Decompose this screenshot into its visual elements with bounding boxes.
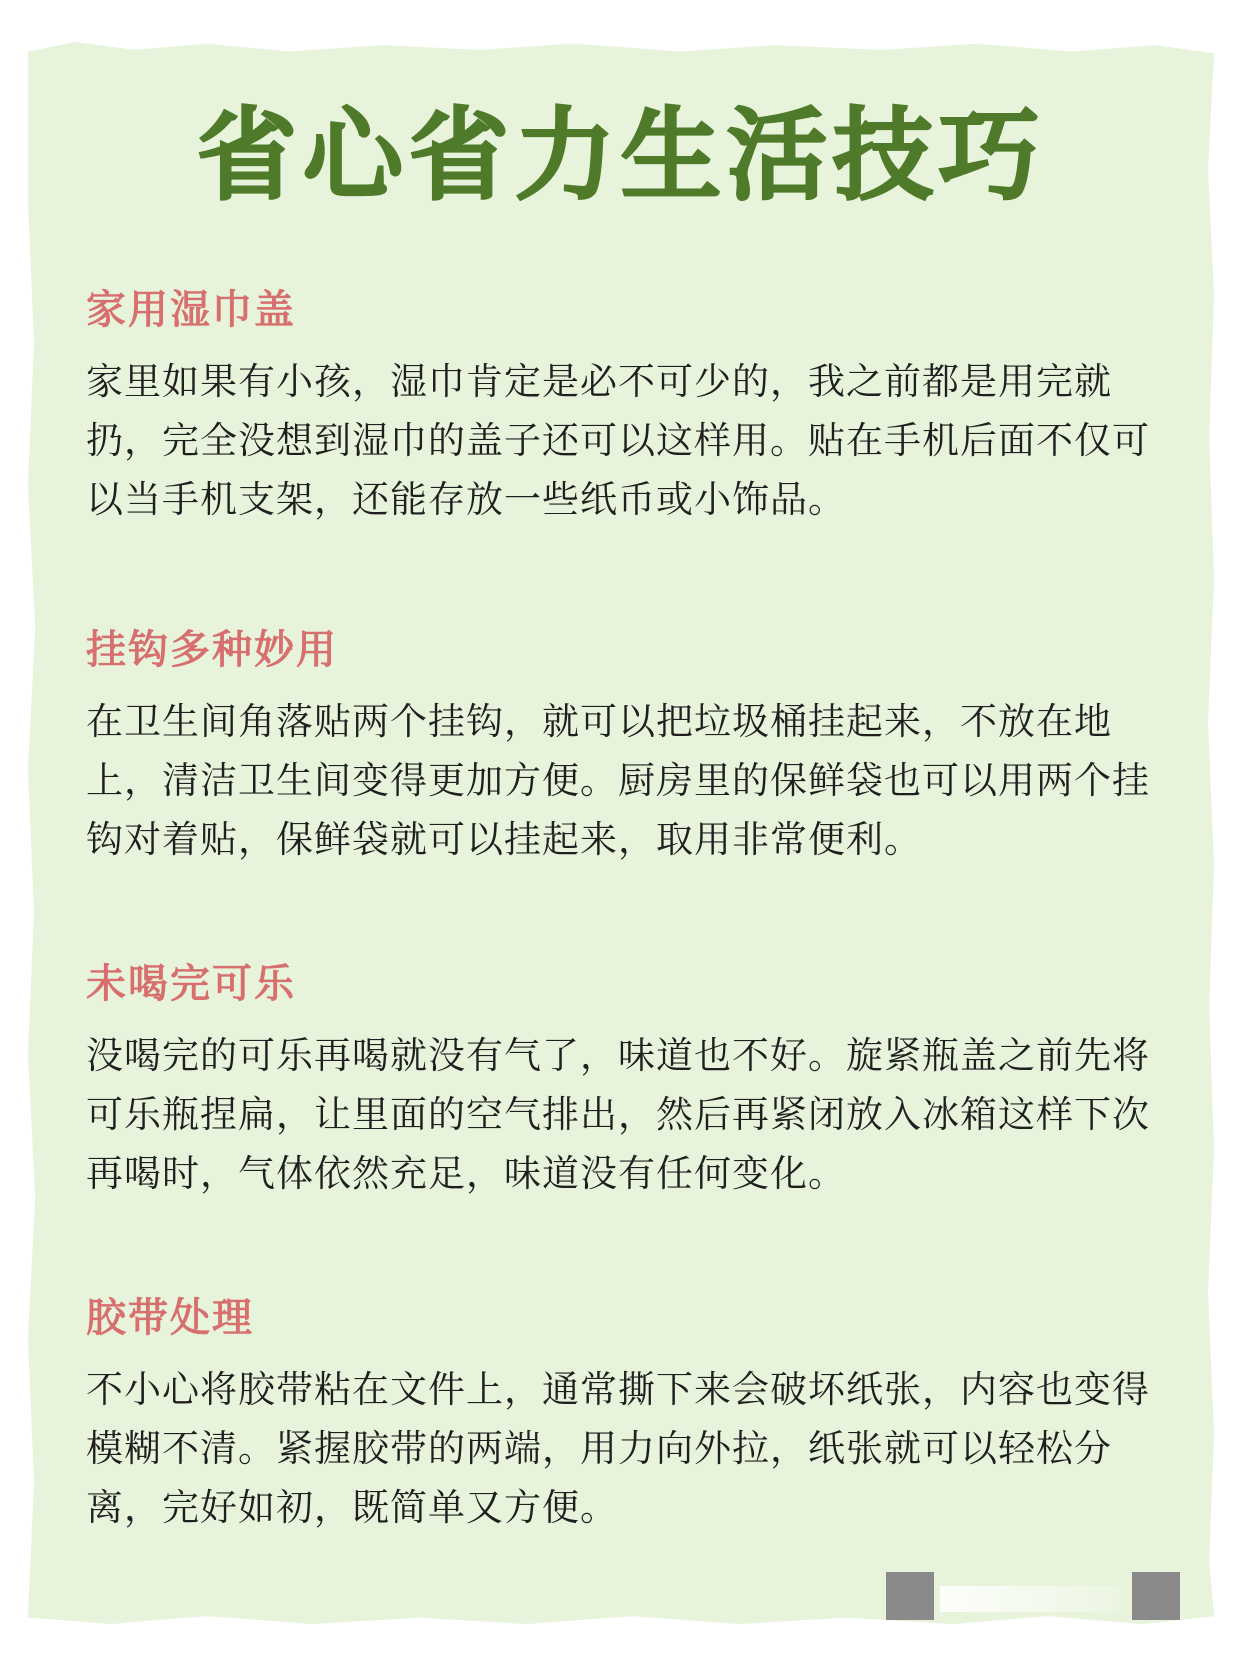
tip-heading: 家用湿巾盖 — [86, 287, 296, 333]
tip-body: 没喝完的可乐再喝就没有气了，味道也不好。旋紧瓶盖之前先将可乐瓶捏扁，让里面的空气排出，然后再紧闭放入冰箱这样下次再喝时，气体依然充足，味道没有任何变化。 — [86, 1034, 1150, 1195]
page-title: 省心省力生活技巧 — [197, 97, 1045, 214]
tip-section-wet-wipe-lid — [86, 282, 1166, 529]
tip-body: 家里如果有小孩，湿巾肯定是必不可少的，我之前都是用完就扔，完全没想到湿巾的盖子还可以这样用。贴在手机后面不仅可以当手机支架，还能存放一些纸币或小饰品。 — [86, 360, 1150, 521]
tip-section-tape — [86, 1290, 1166, 1537]
tip-section-hooks — [86, 622, 1166, 869]
tip-heading: 未喝完可乐 — [86, 961, 296, 1007]
tip-section-cola — [86, 956, 1166, 1203]
watermark-blur — [940, 1586, 1120, 1612]
tip-body: 在卫生间角落贴两个挂钩，就可以把垃圾桶挂起来，不放在地上，清洁卫生间变得更加方便。厨房里的保鲜袋也可以用两个挂钩对着贴，保鲜袋就可以挂起来，取用非常便利。 — [86, 700, 1150, 861]
redaction-block — [1132, 1572, 1180, 1620]
tip-body: 不小心将胶带粘在文件上，通常撕下来会破坏纸张，内容也变得模糊不清。紧握胶带的两端，用力向外拉，纸张就可以轻松分离，完好如初，既简单又方便。 — [86, 1368, 1150, 1529]
tip-heading: 胶带处理 — [86, 1295, 254, 1341]
redaction-block — [886, 1572, 934, 1620]
tip-heading: 挂钩多种妙用 — [86, 627, 338, 673]
